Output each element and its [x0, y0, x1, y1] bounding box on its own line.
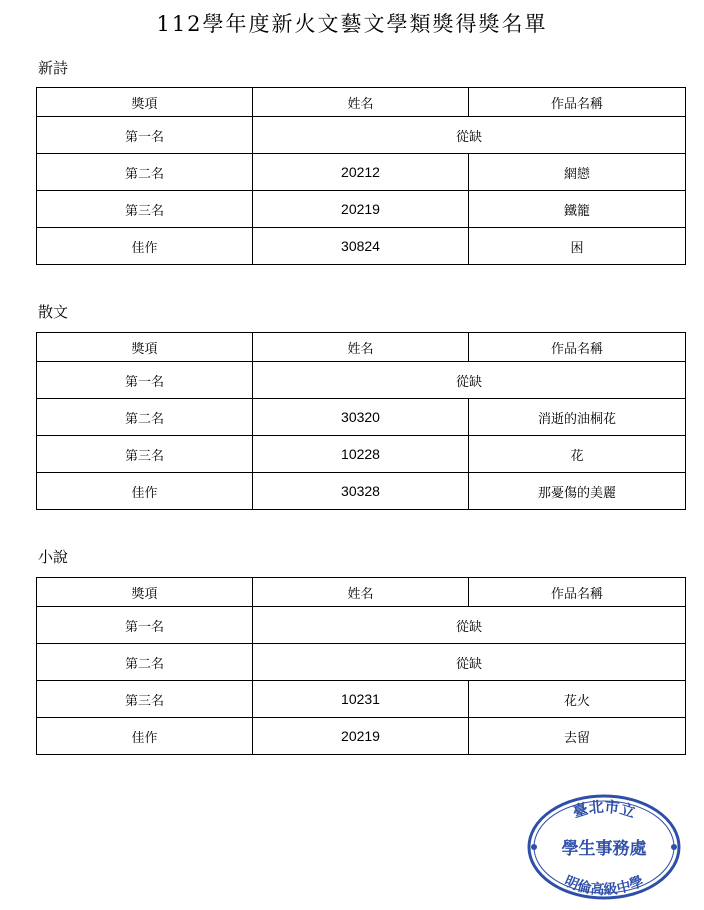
table-row [37, 117, 686, 154]
table-row [37, 607, 686, 644]
award-cell: 第二名 [37, 399, 253, 436]
header-name: 姓名 [253, 88, 469, 117]
table-row [37, 718, 686, 755]
name-cell: 10228 [253, 436, 469, 473]
award-cell: 第三名 [37, 681, 253, 718]
table-row [37, 436, 686, 473]
vacant-cell: 從缺 [253, 607, 686, 644]
award-cell: 第三名 [37, 436, 253, 473]
section-label-fiction: 小說 [38, 548, 69, 566]
name-cell: 20219 [253, 718, 469, 755]
section-label-poetry: 新詩 [38, 59, 69, 77]
name-cell: 30320 [253, 399, 469, 436]
work-cell: 花 [469, 436, 686, 473]
header-work: 作品名稱 [469, 333, 686, 362]
award-cell: 第二名 [37, 154, 253, 191]
award-cell: 佳作 [37, 473, 253, 510]
award-table-fiction [36, 577, 686, 755]
name-cell: 30824 [253, 228, 469, 265]
vacant-cell: 從缺 [253, 117, 686, 154]
seal-dot-right-icon [671, 844, 677, 850]
table-header-row [37, 333, 686, 362]
seal-center-text: 學生事務處 [561, 839, 647, 859]
table-row [37, 399, 686, 436]
award-cell: 佳作 [37, 718, 253, 755]
seal-dot-left-icon [531, 844, 537, 850]
work-cell: 網戀 [469, 154, 686, 191]
page-title: 112學年度新火文藝文學類獎得獎名單 [156, 12, 548, 36]
header-name: 姓名 [253, 578, 469, 607]
table-row [37, 228, 686, 265]
seal-bottom-text: 明倫高級中學 [561, 873, 647, 899]
header-award: 獎項 [37, 333, 253, 362]
header-work: 作品名稱 [469, 578, 686, 607]
award-cell: 第一名 [37, 117, 253, 154]
award-cell: 第三名 [37, 191, 253, 228]
award-cell: 第一名 [37, 362, 253, 399]
table-header-row [37, 578, 686, 607]
header-name: 姓名 [253, 333, 469, 362]
work-cell: 去留 [469, 718, 686, 755]
vacant-cell: 從缺 [253, 362, 686, 399]
table-row [37, 154, 686, 191]
work-cell: 花火 [469, 681, 686, 718]
header-award: 獎項 [37, 88, 253, 117]
name-cell: 20219 [253, 191, 469, 228]
table-row [37, 362, 686, 399]
name-cell: 20212 [253, 154, 469, 191]
award-table-poetry [36, 87, 686, 265]
table-row [37, 644, 686, 681]
table-row [37, 191, 686, 228]
official-seal [526, 794, 682, 900]
header-work: 作品名稱 [469, 88, 686, 117]
work-cell: 消逝的油桐花 [469, 399, 686, 436]
name-cell: 10231 [253, 681, 469, 718]
header-award: 獎項 [37, 578, 253, 607]
seal-top-text: 臺北市立 [570, 797, 638, 822]
work-cell: 困 [469, 228, 686, 265]
award-cell: 第二名 [37, 644, 253, 681]
award-table-prose [36, 332, 686, 510]
vacant-cell: 從缺 [253, 644, 686, 681]
name-cell: 30328 [253, 473, 469, 510]
award-cell: 佳作 [37, 228, 253, 265]
section-label-prose: 散文 [38, 303, 69, 321]
table-row [37, 473, 686, 510]
award-cell: 第一名 [37, 607, 253, 644]
table-header-row [37, 88, 686, 117]
work-cell: 鐵籠 [469, 191, 686, 228]
work-cell: 那憂傷的美麗 [469, 473, 686, 510]
table-row [37, 681, 686, 718]
